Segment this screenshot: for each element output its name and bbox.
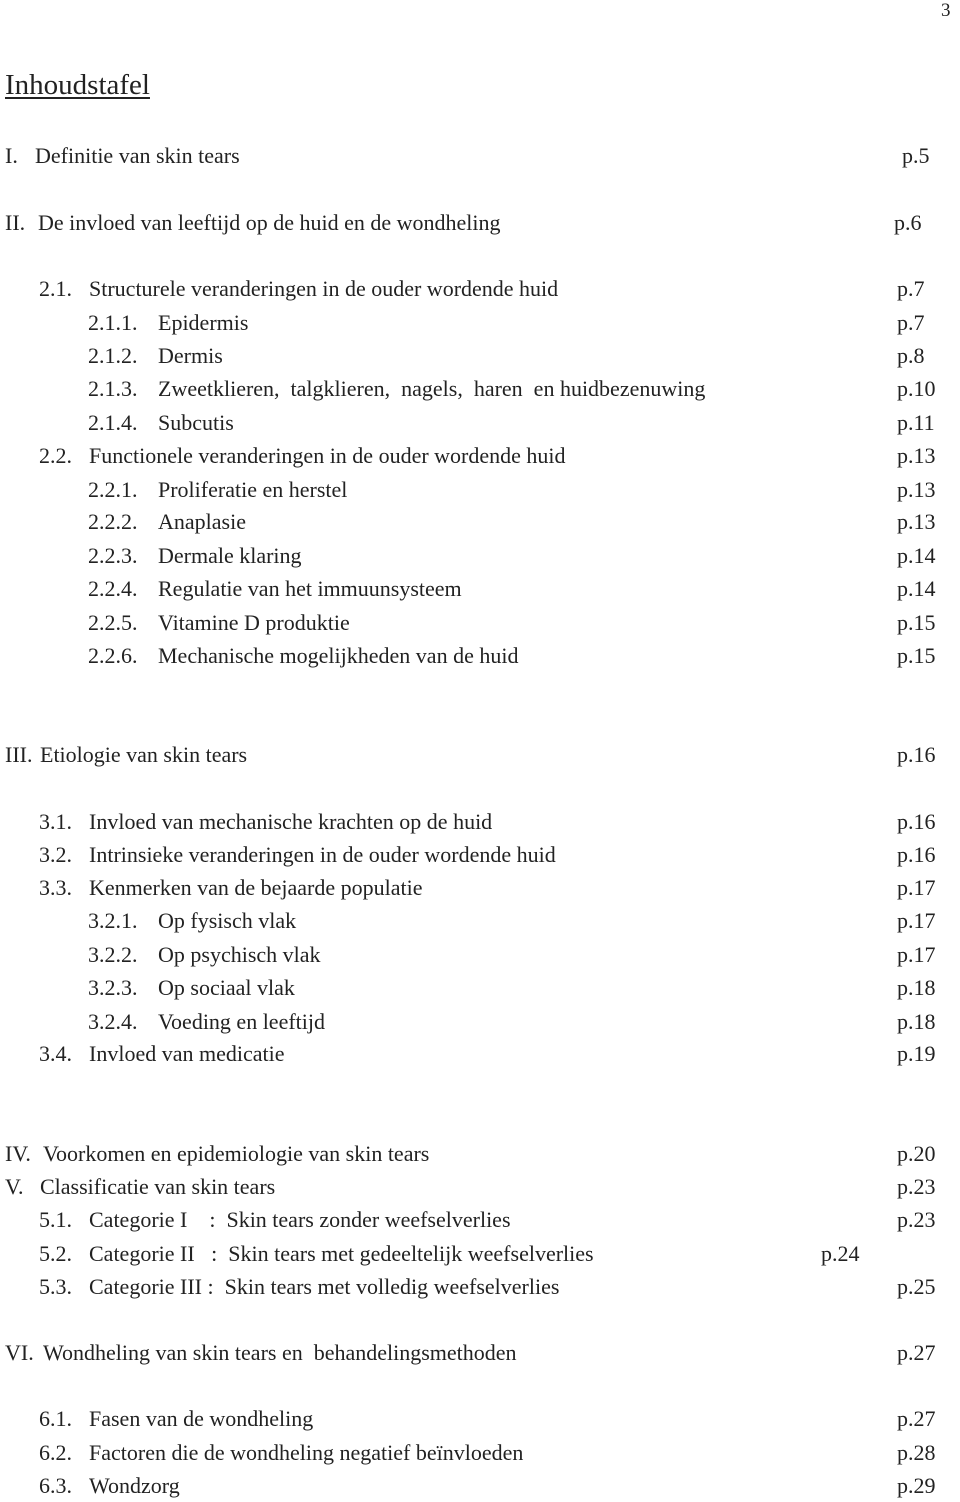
toc-entry-page: p.25 bbox=[897, 1274, 936, 1299]
toc-entry-page: p.18 bbox=[897, 1009, 936, 1034]
toc-entry-page: p.7 bbox=[897, 310, 925, 335]
toc-entry-title: Anaplasie bbox=[158, 509, 246, 534]
toc-entry-number: 3.1. bbox=[39, 809, 72, 834]
toc-entry-number: 2.2.4. bbox=[88, 576, 138, 601]
toc-entry-title: Intrinsieke veranderingen in de ouder wordende huid bbox=[89, 842, 556, 867]
toc-entry-title: De invloed van leeftijd op de huid en de wondheling bbox=[38, 210, 501, 235]
toc-entry-title: Categorie II : Skin tears met gedeeltelijk weefselverlies bbox=[89, 1241, 594, 1266]
toc-entry-page: p.14 bbox=[897, 543, 936, 568]
toc-entry-page: p.19 bbox=[897, 1041, 936, 1066]
toc-entry-title: Regulatie van het immuunsysteem bbox=[158, 576, 462, 601]
toc-entry-number: 2.2. bbox=[39, 443, 72, 468]
toc-entry-page: p.10 bbox=[897, 376, 936, 401]
toc-entry-page: p.17 bbox=[897, 942, 936, 967]
toc-entry-title: Voorkomen en epidemiologie van skin tears bbox=[43, 1141, 430, 1166]
toc-entry-number: 3.3. bbox=[39, 875, 72, 900]
toc-entry-page: p.20 bbox=[897, 1141, 936, 1166]
toc-entry-page: p.16 bbox=[897, 809, 936, 834]
toc-entry-page: p.6 bbox=[894, 210, 922, 235]
toc-entry-page: p.5 bbox=[902, 143, 930, 168]
toc-entry-page: p.14 bbox=[897, 576, 936, 601]
toc-entry-page: p.15 bbox=[897, 643, 936, 668]
toc-entry-number: II. bbox=[5, 210, 26, 235]
toc-entry-page: p.15 bbox=[897, 610, 936, 635]
toc-entry-page: p.7 bbox=[897, 276, 925, 301]
toc-entry-page: p.16 bbox=[897, 842, 936, 867]
toc-entry-number: I. bbox=[5, 143, 18, 168]
toc-entry-page: p.23 bbox=[897, 1174, 936, 1199]
toc-entry-title: Categorie III : Skin tears met volledig weefselverlies bbox=[89, 1274, 560, 1299]
toc-entry-title: Factoren die de wondheling negatief beïnvloeden bbox=[89, 1440, 524, 1465]
toc-entry-number: VI. bbox=[5, 1340, 34, 1365]
toc-entry-page: p.13 bbox=[897, 477, 936, 502]
toc-entry-title: Op sociaal vlak bbox=[158, 975, 295, 1000]
toc-entry-number: 3.4. bbox=[39, 1041, 72, 1066]
toc-entry-number: 5.3. bbox=[39, 1274, 72, 1299]
toc-entry-title: Subcutis bbox=[158, 410, 234, 435]
toc-entry-number: IV. bbox=[5, 1141, 31, 1166]
toc-entry-number: 6.1. bbox=[39, 1406, 72, 1431]
toc-entry-number: 2.1.3. bbox=[88, 376, 138, 401]
toc-entry-title: Etiologie van skin tears bbox=[40, 742, 248, 767]
toc-entry-title: Fasen van de wondheling bbox=[89, 1406, 314, 1431]
toc-entry-title: Vitamine D produktie bbox=[158, 610, 350, 635]
toc-entry-number: V. bbox=[5, 1174, 24, 1199]
toc-entry-number: 3.2.1. bbox=[88, 908, 138, 933]
toc-entry-page: p.8 bbox=[897, 343, 925, 368]
toc-entry-page: p.29 bbox=[897, 1473, 936, 1498]
toc-entry-title: Invloed van mechanische krachten op de huid bbox=[89, 809, 493, 834]
toc-entry-title: Categorie I : Skin tears zonder weefselverlies bbox=[89, 1207, 511, 1232]
toc-entry-number: 3.2. bbox=[39, 842, 72, 867]
toc-entry-page: p.17 bbox=[897, 875, 936, 900]
toc-entry-number: 3.2.2. bbox=[88, 942, 138, 967]
toc-entry-number: 2.1.4. bbox=[88, 410, 138, 435]
toc-entry-title: Kenmerken van de bejaarde populatie bbox=[89, 875, 423, 900]
toc-entry-page: p.11 bbox=[897, 410, 935, 435]
toc-entry-page: p.27 bbox=[897, 1340, 936, 1365]
toc-entry-title: Definitie van skin tears bbox=[35, 143, 240, 168]
toc-entry-page: p.24 bbox=[821, 1241, 860, 1266]
toc-entry-number: 6.3. bbox=[39, 1473, 72, 1498]
toc-entry-page: p.28 bbox=[897, 1440, 936, 1465]
toc-entry-number: III. bbox=[5, 742, 33, 767]
page-number: 3 bbox=[941, 0, 951, 21]
toc-entry-title: Dermis bbox=[158, 343, 223, 368]
toc-entry-number: 2.2.1. bbox=[88, 477, 138, 502]
toc-entry-title: Dermale klaring bbox=[158, 543, 302, 568]
toc-entry-title: Epidermis bbox=[158, 310, 249, 335]
toc-entry-page: p.16 bbox=[897, 742, 936, 767]
toc-entry-number: 2.1.1. bbox=[88, 310, 138, 335]
toc-entry-number: 2.1.2. bbox=[88, 343, 138, 368]
toc-entry-number: 2.2.6. bbox=[88, 643, 138, 668]
toc-entry-number: 3.2.4. bbox=[88, 1009, 138, 1034]
toc-entry-number: 6.2. bbox=[39, 1440, 72, 1465]
toc-entry-number: 3.2.3. bbox=[88, 975, 138, 1000]
toc-entry-page: p.13 bbox=[897, 509, 936, 534]
toc-entry-page: p.23 bbox=[897, 1207, 936, 1232]
toc-entry-title: Functionele veranderingen in de ouder wordende huid bbox=[89, 443, 566, 468]
toc-entry-page: p.17 bbox=[897, 908, 936, 933]
toc-entry-title: Op psychisch vlak bbox=[158, 942, 321, 967]
toc-entry-number: 2.2.5. bbox=[88, 610, 138, 635]
toc-entry-number: 5.1. bbox=[39, 1207, 72, 1232]
toc-entry-title: Classificatie van skin tears bbox=[40, 1174, 276, 1199]
toc-entry-title: Voeding en leeftijd bbox=[158, 1009, 325, 1034]
toc-entry-title: Mechanische mogelijkheden van de huid bbox=[158, 643, 519, 668]
toc-entry-number: 2.1. bbox=[39, 276, 72, 301]
page-title: Inhoudstafel bbox=[5, 69, 150, 101]
toc-entry-page: p.13 bbox=[897, 443, 936, 468]
toc-entry-title: Op fysisch vlak bbox=[158, 908, 297, 933]
toc-entry-title: Structurele veranderingen in de ouder wordende huid bbox=[89, 276, 559, 301]
toc-entry-title: Invloed van medicatie bbox=[89, 1041, 285, 1066]
toc-entry-number: 5.2. bbox=[39, 1241, 72, 1266]
toc-entry-page: p.27 bbox=[897, 1406, 936, 1431]
toc-entry-number: 2.2.3. bbox=[88, 543, 138, 568]
toc-entry-page: p.18 bbox=[897, 975, 936, 1000]
toc-entry-title: Wondzorg bbox=[89, 1473, 180, 1498]
toc-entry-number: 2.2.2. bbox=[88, 509, 138, 534]
toc-entry-title: Proliferatie en herstel bbox=[158, 477, 348, 502]
toc-entry-title: Zweetklieren, talgklieren, nagels, haren en huidbezenuwing bbox=[158, 376, 706, 401]
toc-entry-title: Wondheling van skin tears en behandelingsmethoden bbox=[43, 1340, 517, 1365]
